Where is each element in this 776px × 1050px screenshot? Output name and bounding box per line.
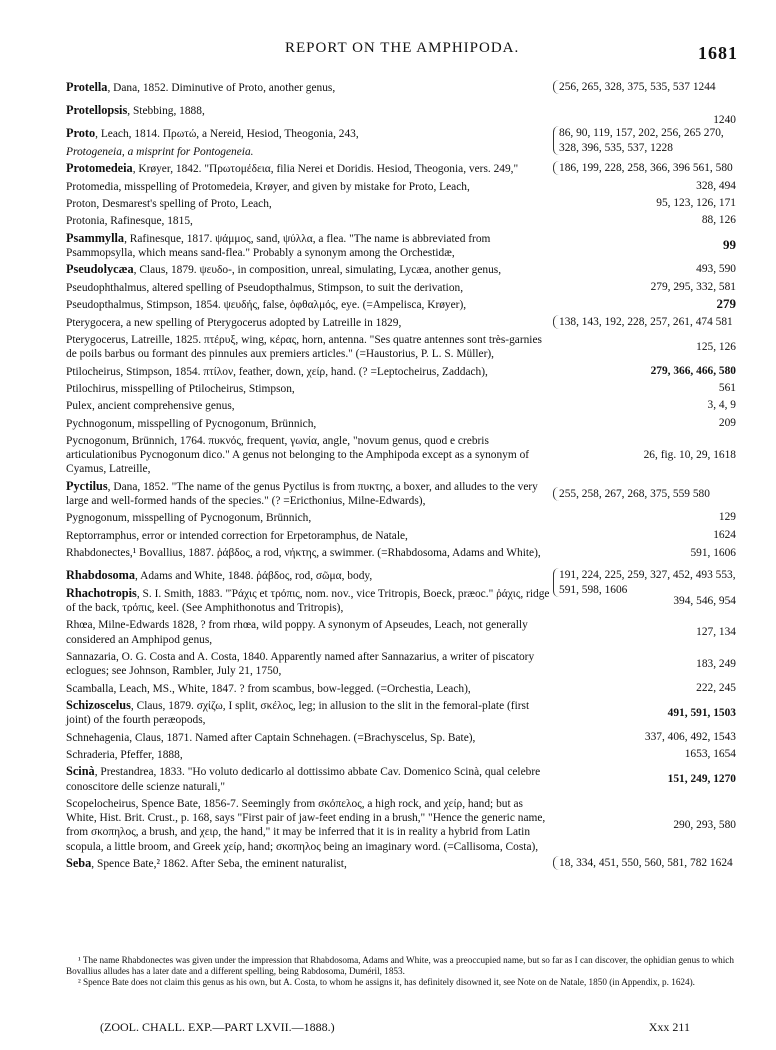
footnotes [66,955,736,989]
page-refs: 3, 4, 9 [707,399,736,412]
page-refs: 222, 245 [696,681,736,694]
index-entry: Pterygocerus, Latreille, 1825. πτέρυξ, wing, κέρας, horn, antenna. "Ses quatre antennes sont très-garnies de poils barbus ou formant des pinnules aux premiers articles." (=Haustorius, P. L. S. Müller), 125, 126 [66,333,736,361]
index-entry: Protomedeia, Krøyer, 1842. "Πρωτομέδεια, filia Nerei et Doridis. Hesiod, Theogonia, vers. 249," 186, 199, 228, 258, 366, 396 561, 580 [66,161,736,176]
page-refs: 279, 366, 466, 580 [650,364,736,377]
page-refs: 337, 406, 492, 1543 [644,730,736,743]
page-refs: 151, 249, 1270 [667,772,736,785]
page-refs: 129 [718,511,736,524]
index-entry: Rhachotropis, S. I. Smith, 1883. "Ῥάχις et τρόπις, nom. nov., vice Tritropis, Boeck, præoc." ῥάχις, ridge of the back, τρόπις, keel. (See Amphithonotus and Tritropis), 394, 546, 954 [66,585,736,615]
page-refs: 127, 134 [696,626,736,639]
page-refs: 591, 1606 [690,546,736,559]
page-refs: 186, 199, 228, 258, 366, 396 561, 580 [553,161,736,175]
page-refs: 394, 546, 954 [673,594,736,607]
index-entry: Sannazaria, O. G. Costa and A. Costa, 1840. Apparently named after Sannazarius, a writer of piscatory eclogues; see Johnson, Rambler, July 21, 1750, 183, 249 [66,651,736,678]
index-entry: Proton, Desmarest's spelling of Proto, Leach, 95, 123, 126, 171 [66,196,736,210]
page-refs: 125, 126 [696,340,736,353]
index-entry: Schnehagenia, Claus, 1871. Named after Captain Schnehagen. (=Brachyscelus, Sp. Bate), 337, 406, 492, 1543 [66,730,736,744]
page-refs: 255, 258, 267, 268, 375, 559 580 [553,486,736,500]
index-entry: Pseudophthalmus, altered spelling of Pseudopthalmus, Stimpson, to suit the derivation, 279, 295, 332, 581 [66,280,736,294]
index-entry: Pulex, ancient comprehensive genus, 3, 4, 9 [66,399,736,413]
index-entry: Protellopsis, Stebbing, 1888, 1240 [66,103,736,127]
index-entry: Schraderia, Pfeffer, 1888, 1653, 1654 [66,747,736,761]
index-entry: Scopelocheirus, Spence Bate, 1856-7. Seemingly from σκόπελος, a high rock, and χείρ, hand; but as White, Hist. Brit. Crust., p. 168, says "First pair of jaw-feet ending in a brush," "Hence the generic name, from σκοπηλος, a brush, and χειρ, the hand," it may be inferred that it is in reality a hybrid from Latin scopula, a little broom, and Greek χείρ, hand; σκοπηλος being an imaginary word. (=Callisoma, Costa), 290, 293, 580 [66,797,736,853]
page-refs: 138, 143, 192, 228, 257, 261, 474 581 [553,315,736,329]
index-entry: Psammylla, Rafinesque, 1817. ψάμμος, sand, ψύλλα, a flea. "The name is abbreviated from Psammopsylla, which means sand-flea." Probably a synonym among the Orchestidæ, 99 [66,230,736,259]
page-refs: 491, 591, 1503 [667,706,736,719]
footnote: ² Spence Bate does not claim this genus as his own, but A. Costa, to whom he assigns it, has definitely disowned it, see Note on de Natale, 1850 (in Appendix, p. 1624). [78,977,695,988]
page-refs: 191, 224, 225, 259, 327, 452, 493 553, 591, 598, 1606 [553,568,736,596]
page-refs: 561 [718,381,736,394]
page-refs: 1653, 1654 [684,747,736,760]
footnote: ¹ The name Rhabdonectes was given under the impression that Rhabdosoma, Adams and White, was a preoccupied name, but so far as I can discover, the ophidian genus to which Bovallius alludes has a later date and a different spelling, being Rabdosoma, Duméril, 1853. [66,955,734,977]
index-entry: Rhœa, Milne-Edwards 1828, ? from rhœa, wild poppy. A synonym of Apseudes, Leach, not generally considered an Amphipod genus, 127, 134 [66,619,736,646]
page-number: 1681 [698,43,738,63]
index-entry: Reptorramphus, error or intended correction for Erpetoramphus, de Natale, 1624 [66,528,736,542]
index-entries [66,80,736,873]
index-entry: Protella, Dana, 1852. Diminutive of Proto, another genus, 256, 265, 328, 375, 535, 537 1244 [66,80,736,95]
index-entry: Pycnogonum, Brünnich, 1764. πυκνός, frequent, γωνία, angle, "novum genus, quod e crebris articulationibus Pycnogonum dico." A genus not belonging to the Amphipoda except as a synonym of Cyamus, Latreille, 26, fig. 10, 29, 1618 [66,435,736,476]
index-entry: Protogeneia, a misprint for Pontogeneia. [66,145,254,158]
page-refs: 1240 [713,114,736,127]
index-entry: Pyctilus, Dana, 1852. "The name of the genus Pyctilus is from πυκτης, a boxer, and alludes to the very large and well-formed hands of the species." (? =Ericthonius, Milne-Edwards), 255, 258, 267, 268, 375, 559 580 [66,479,736,508]
page-refs: 256, 265, 328, 375, 535, 537 1244 [553,80,736,94]
page-refs: 279 [716,296,736,312]
page-refs: 328, 494 [696,179,736,192]
page-refs: 18, 334, 451, 550, 560, 581, 782 1624 [553,856,736,870]
index-entry: Rhabdonectes,¹ Bovallius, 1887. ῥάβδος, a rod, νήκτης, a swimmer. (=Rhabdosoma, Adams and White), 591, 1606 [66,546,736,560]
page-refs: 95, 123, 126, 171 [656,196,736,209]
index-entry: Schizoscelus, Claus, 1879. σχίζω, I split, σκέλος, leg; in allusion to the slit in the femoral-plate (first joint) of the fourth peræopods, 491, 591, 1503 [66,698,736,727]
page-refs: 1624 [713,528,736,541]
footer-sheet-mark: Xxx 211 [648,1020,690,1034]
index-entry: Scinà, Prestandrea, 1833. "Ho voluto dedicarlo al dottissimo abbate Cav. Domenico Scinà, qual celebre conoscitore delle scienze naturali," 151, 249, 1270 [66,764,736,793]
index-entry: Pseudopthalmus, Stimpson, 1854. ψευδής, false, ὀφθαλμός, eye. (=Ampelisca, Krøyer), 279 [66,296,736,312]
footer-signature: (ZOOL. CHALL. EXP.—PART LXVII.—1888.) [100,1020,335,1034]
index-entry: Protomedia, misspelling of Protomedeia, Krøyer, and given by mistake for Proto, Leach, 328, 494 [66,179,736,193]
index-entry: Pterygocera, a new spelling of Pterygocerus adopted by Latreille in 1829, 138, 143, 192, 228, 257, 261, 474 581 [66,315,736,330]
index-entry: Proto, Leach, 1814. Πρωτώ, a Nereid, Hesiod, Theogonia, 243, 86, 90, 119, 157, 202, 256, 265 270, 328, 396, 535, 537, 1228 [66,126,736,141]
page-refs: 26, fig. 10, 29, 1618 [643,448,736,461]
index-entry: Scamballa, Leach, MS., White, 1847. ? from scambus, bow-legged. (=Orchestia, Leach), 222, 245 [66,681,736,695]
index-entry: Ptilocheirus, Stimpson, 1854. πτίλον, feather, down, χείρ, hand. (? =Leptocheirus, Zaddach), 279, 366, 466, 580 [66,364,736,378]
index-entry: Pseudolycæa, Claus, 1879. ψευδο-, in composition, unreal, simulating, Lycæa, another genus, 493, 590 [66,262,736,277]
page-refs: 209 [718,416,736,429]
page-refs: 493, 590 [696,263,736,276]
index-entry: Seba, Spence Bate,² 1862. After Seba, the eminent naturalist, 18, 334, 451, 550, 560, 581, 782 1624 [66,856,736,871]
page-refs: 290, 293, 580 [673,818,736,831]
index-entry: Pygnogonum, misspelling of Pycnogonum, Brünnich, 129 [66,511,736,525]
index-entry: Ptilochirus, misspelling of Ptilocheirus, Stimpson, 561 [66,381,736,395]
page-refs: 99 [723,237,736,253]
index-entry: Pychnogonum, misspelling of Pycnogonum, Brünnich, 209 [66,416,736,430]
page-refs: 86, 90, 119, 157, 202, 256, 265 270, 328, 396, 535, 537, 1228 [553,126,736,154]
page-refs: 279, 295, 332, 581 [650,280,736,293]
index-entry: Rhabdosoma, Adams and White, 1848. ῥάβδος, rod, σῶμα, body, 191, 224, 225, 259, 327, 452, 493 553, 591, 598, 1606 [66,568,736,596]
page-refs: 183, 249 [696,657,736,670]
page-refs: 88, 126 [701,214,736,227]
index-entry: Protonia, Rafinesque, 1815, 88, 126 [66,214,736,228]
running-header-title: REPORT ON THE AMPHIPODA. [285,40,520,56]
